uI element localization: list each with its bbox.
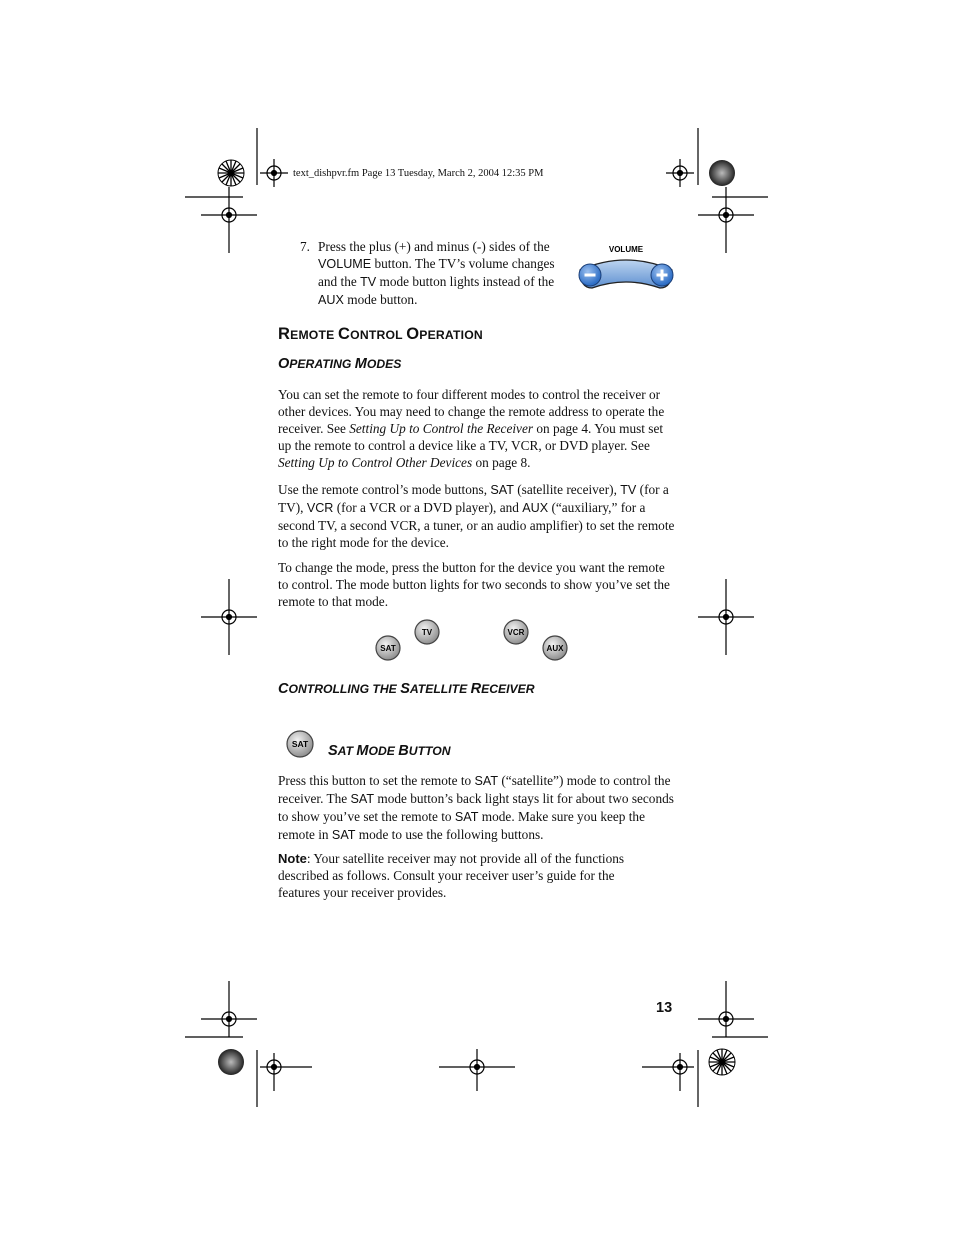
aux-mode-button-icon bbox=[543, 636, 567, 660]
registration-mark bbox=[260, 1053, 312, 1091]
registration-mark bbox=[666, 159, 694, 187]
svg-text:AUX: AUX bbox=[546, 644, 564, 653]
sat-mode-button-icon bbox=[376, 636, 400, 660]
paragraph-modes-intro: You can set the remote to four different modes to control the receiver or other devices. You may need to change the remote address to operate the receiver. See Setting Up to Control the Receiver on page 4. You must set up the remote to control a device like a TV, VCR, or DVD player. See Setting Up to Control Other Devices on page 8. bbox=[278, 387, 665, 470]
volume-rocker-image bbox=[572, 242, 680, 294]
mode-buttons-image bbox=[370, 615, 574, 665]
volume-label: VOLUME bbox=[608, 245, 644, 254]
subheading-operating-modes: OPERATING MODES bbox=[278, 356, 402, 372]
svg-text:SAT: SAT bbox=[291, 739, 309, 749]
paragraph-mode-buttons: Use the remote control’s mode buttons, SAT (satellite receiver), TV (for a TV), VCR (for a VCR or a DVD player), and AUX (“auxiliary,” for a second TV, a second VCR, a tuner, or an audio amplifier) to set the remote to the right mode for the device. bbox=[278, 482, 675, 550]
registration-mark bbox=[260, 159, 288, 187]
note-paragraph: Note: Your satellite receiver may not provide all of the functions described as follows. Consult your receiver user’s guide for the features your receiver provides. bbox=[278, 851, 625, 900]
registration-mark bbox=[201, 981, 257, 1037]
starburst-mark bbox=[218, 160, 244, 186]
starburst-mark bbox=[709, 1049, 735, 1075]
sat-button-icon bbox=[285, 729, 315, 759]
page-number: 13 bbox=[656, 1000, 673, 1016]
registration-mark bbox=[698, 981, 754, 1037]
key-volume: VOLUME bbox=[318, 257, 372, 271]
step-number: 7. bbox=[300, 239, 310, 254]
registration-mark bbox=[642, 1053, 694, 1091]
registration-mark bbox=[439, 1049, 515, 1091]
key-tv: TV bbox=[360, 275, 377, 289]
svg-text:VCR: VCR bbox=[507, 628, 525, 637]
subheading-sat-mode-button: SAT MODE BUTTON bbox=[328, 743, 451, 759]
gray-dot-mark bbox=[709, 160, 735, 186]
subheading-controlling-receiver: CONTROLLING THE SATELLITE RECEIVER bbox=[278, 681, 535, 697]
step-text: Press the plus (+) and minus (-) sides of the VOLUME button. The TV’s volume changes and the TV mode button lights instead of the AUX mode button. bbox=[318, 239, 555, 307]
note-label: Note bbox=[278, 851, 307, 866]
registration-mark bbox=[698, 579, 754, 655]
paragraph-change-mode: To change the mode, press the button for the device you want the remote to control. The mode button lights for two seconds to show you’ve set the remote to that mode. bbox=[278, 560, 670, 609]
svg-text:TV: TV bbox=[421, 628, 433, 637]
gray-dot-mark bbox=[218, 1049, 244, 1075]
registration-mark bbox=[201, 579, 257, 655]
key-aux: AUX bbox=[318, 293, 344, 307]
page-header: text_dishpvr.fm Page 13 Tuesday, March 2, 2004 12:35 PM bbox=[293, 168, 544, 179]
svg-text:SAT: SAT bbox=[380, 644, 396, 653]
tv-mode-button-icon bbox=[415, 620, 439, 644]
paragraph-sat-mode: Press this button to set the remote to SAT (“satellite”) mode to control the receiver. The SAT mode button’s back light stays lit for about two seconds to show you’ve set the remote to SAT mode. Make sure you keep the remote in SAT mode to use the following buttons. bbox=[278, 773, 674, 842]
vcr-mode-button-icon bbox=[504, 620, 528, 644]
section-title: REMOTE CONTROL OPERATION bbox=[278, 325, 483, 343]
